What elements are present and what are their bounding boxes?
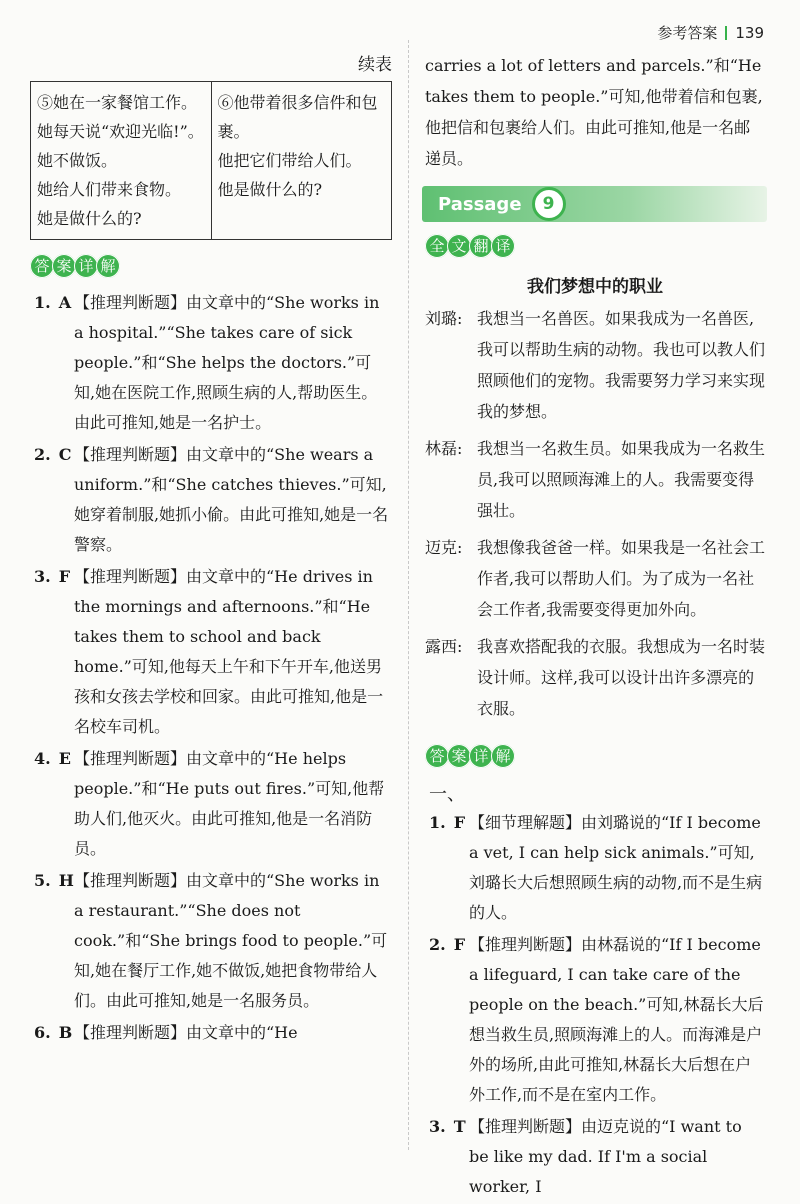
table-line: 他是做什么的? xyxy=(217,180,323,199)
answer-explanation-badge xyxy=(30,254,118,278)
badge-char: 答 xyxy=(425,744,449,768)
answer-number: 1. xyxy=(34,293,51,312)
page-number: 139 xyxy=(735,24,764,42)
header-divider xyxy=(725,26,727,40)
speaker-text: 我想当一名兽医。如果我成为一名兽医,我可以帮助生病的动物。我也可以教人们照顾他们的宠物。我需要努力学习来实现我的梦想。 xyxy=(477,309,766,421)
table-line: 她给人们带来食物。 xyxy=(37,180,182,199)
answer-text: 【推理判断题】由文章中的“He helps people.”和“He puts out fires.”可知,他帮助人们,他灭火。由此可推知,他是一名消防员。 xyxy=(74,749,385,858)
column-divider xyxy=(408,40,410,1150)
answer-item xyxy=(30,1018,392,1048)
answer-item xyxy=(30,440,392,560)
badge-char: 案 xyxy=(52,254,76,278)
speaker-text: 我想像我爸爸一样。如果我是一名社会工作者,我可以帮助人们。为了成为一名社会工作者,我需要变得更加外向。 xyxy=(477,538,766,619)
badge-char: 详 xyxy=(469,744,493,768)
table-cell-right xyxy=(211,82,392,240)
answer-text: 【推理判断题】由迈克说的“I want to be like my dad. If I'm a social worker, I xyxy=(469,1117,742,1196)
answer-item xyxy=(30,562,392,742)
translation-table xyxy=(30,81,392,240)
speaker-paragraph xyxy=(425,303,765,427)
table-line: ⑥他带着很多信件和包裹。 xyxy=(217,93,378,141)
badge-char: 详 xyxy=(74,254,98,278)
badge-char: 译 xyxy=(491,234,515,258)
answer-letter: C xyxy=(58,445,72,464)
answer-text: 【推理判断题】由文章中的“He xyxy=(74,1023,298,1042)
answer-item xyxy=(425,1112,765,1202)
speaker-name: 刘璐: xyxy=(425,309,463,328)
answer-number: 2. xyxy=(34,445,51,464)
answer-text: 【推理判断题】由林磊说的“If I become a lifeguard, I can take care of the people on the beach.”可知,林磊长大后想当救生员,照顾海滩上的人。而海滩是户外的场所,由此可推知,林磊长大后想在户外工作,而不是在室内工作。 xyxy=(469,935,764,1104)
speaker-text: 我想当一名救生员。如果我成为一名救生员,我可以照顾海滩上的人。我需要变得强壮。 xyxy=(477,439,766,520)
answer-number: 2. xyxy=(429,935,446,954)
answer-item xyxy=(30,288,392,438)
answer-text: 【细节理解题】由刘璐说的“If I become a vet, I can help sick animals.”可知,刘璐长大后想照顾生病的动物,而不是生病的人。 xyxy=(469,813,763,922)
badge-char: 答 xyxy=(30,254,54,278)
page-header xyxy=(657,22,764,43)
answer-letter: F xyxy=(58,567,71,586)
left-column xyxy=(30,50,392,1050)
speaker-paragraph xyxy=(425,631,765,724)
speaker-paragraph xyxy=(425,433,765,526)
answer-letter: B xyxy=(58,1023,73,1042)
answer-text: 【推理判断题】由文章中的“She wears a uniform.”和“She catches thieves.”可知,她穿着制服,她抓小偷。由此可推知,她是一名警察。 xyxy=(74,445,389,554)
speaker-name: 林磊: xyxy=(425,439,463,458)
speaker-name: 迈克: xyxy=(425,538,463,557)
table-cell-left xyxy=(31,82,212,240)
answer-number: 3. xyxy=(34,567,51,586)
answer-text: 【推理判断题】由文章中的“He drives in the mornings and afternoons.”和“He takes them to school and back home.”可知,他每天上午和下午开车,他送男孩和女孩去学校和回家。由此可推知,他是一名校车司机。 xyxy=(74,567,384,736)
passage-banner xyxy=(422,186,767,222)
full-translation-badge xyxy=(425,234,513,258)
passage-number: 9 xyxy=(532,187,566,221)
speaker-paragraph xyxy=(425,532,765,625)
answer-list xyxy=(30,288,392,1048)
answer-number: 1. xyxy=(429,813,446,832)
section-heading: 一、 xyxy=(429,784,465,805)
answer-letter: F xyxy=(453,813,466,832)
table-continued-label: 续表 xyxy=(358,55,392,75)
answer-item xyxy=(425,930,765,1110)
header-title: 参考答案 xyxy=(657,24,718,42)
table-line: 她每天说“欢迎光临!”。 xyxy=(37,122,204,141)
answer-letter: E xyxy=(58,749,71,768)
answer-explanation-badge xyxy=(425,744,513,768)
table-line: 她是做什么的? xyxy=(37,209,142,228)
table-line: ⑤她在一家餐馆工作。 xyxy=(37,93,198,112)
badge-char: 案 xyxy=(447,744,471,768)
speaker-name: 露西: xyxy=(425,637,463,656)
answer-item xyxy=(425,808,765,928)
badge-char: 翻 xyxy=(469,234,493,258)
answer-item xyxy=(30,744,392,864)
answer-text: 【推理判断题】由文章中的“She works in a restaurant.”“She does not cook.”和“She brings food to people.”可知,她在餐厅工作,她不做饭,她把食物带给人们。由此可推知,她是一名服务员。 xyxy=(74,871,388,1010)
answer-number: 4. xyxy=(34,749,51,768)
right-column xyxy=(425,50,765,1204)
answer-number: 5. xyxy=(34,871,51,890)
speaker-text: 我喜欢搭配我的衣服。我想成为一名时装设计师。这样,我可以设计出许多漂亮的衣服。 xyxy=(477,637,766,718)
answer-letter: H xyxy=(58,871,74,890)
answer-letter: A xyxy=(58,293,72,312)
answer-number: 3. xyxy=(429,1117,446,1136)
answer-list xyxy=(425,808,765,1202)
table-line: 他把它们带给人们。 xyxy=(217,151,362,170)
badge-char: 文 xyxy=(447,234,471,258)
badge-char: 解 xyxy=(491,744,515,768)
answer-item xyxy=(30,866,392,1016)
answer-text: 【推理判断题】由文章中的“She works in a hospital.”“She takes care of sick people.”和“She helps the doctors.”可知,她在医院工作,照顾生病的人,帮助医生。由此可推知,她是一名护士。 xyxy=(74,293,380,432)
answer-letter: F xyxy=(453,935,466,954)
translation-title: 我们梦想中的职业 xyxy=(527,277,663,297)
badge-char: 解 xyxy=(96,254,120,278)
badge-char: 全 xyxy=(425,234,449,258)
continued-answer-text: carries a lot of letters and parcels.”和“He takes them to people.”可知,他带着信和包裹,他把信和包裹给人们。由此可推知,他是一名邮递员。 xyxy=(425,56,763,168)
answer-number: 6. xyxy=(34,1023,51,1042)
answer-letter: T xyxy=(453,1117,466,1136)
table-line: 她不做饭。 xyxy=(37,151,118,170)
passage-label: Passage xyxy=(438,193,522,215)
